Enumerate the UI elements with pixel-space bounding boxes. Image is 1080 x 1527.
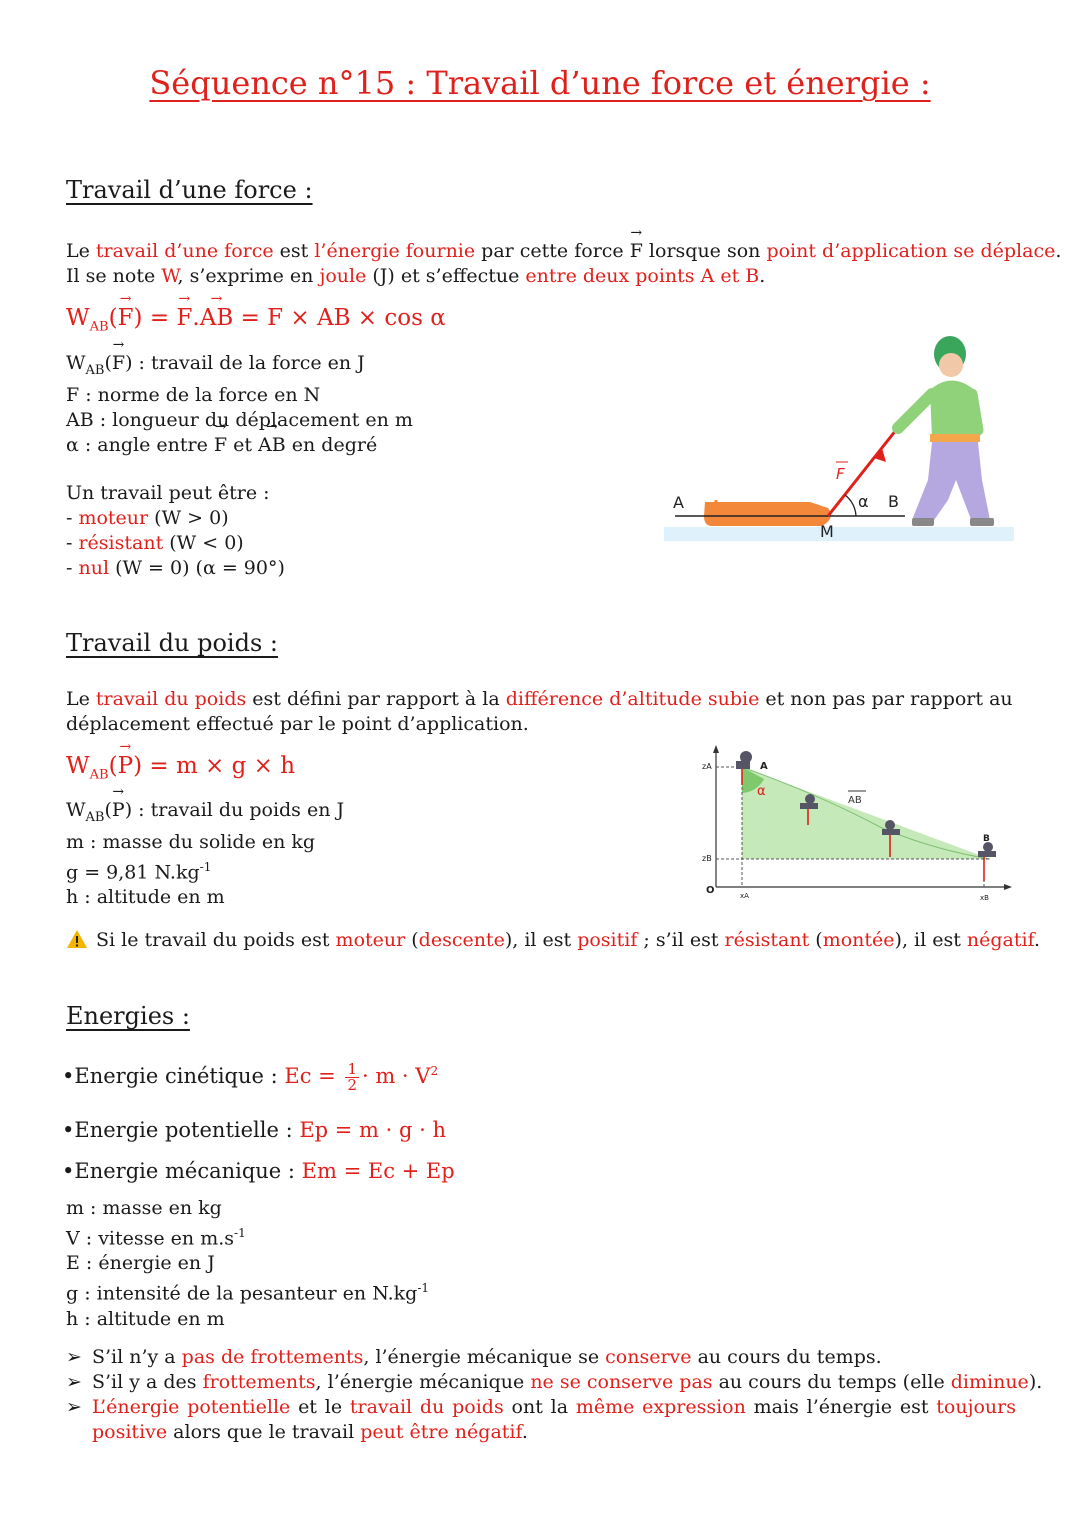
energy-conclusions (66, 1345, 1043, 1445)
label-alpha2: α (757, 784, 766, 799)
sled (704, 502, 831, 526)
label-A: A (673, 493, 684, 512)
work-legend: $W_{AB}(\to F)$ : travail de la force en J F : norme de la force en N AB : longueur du déplacement en m α : angle entre → F et → AB en degré (66, 351, 413, 458)
work-definition: Le travail d’une force est l’énergie fournie par cette force → F lorsque son point d’application se déplace. Il se note W, s’exprime en joule (J) et s’effectue entre deux points A et B. (66, 239, 1026, 289)
sled-figure (660, 330, 1020, 545)
work-types: Un travail peut être : - moteur (W > 0) - résistant (W < 0) - nul (W = 0) (α = 90°) (66, 482, 285, 579)
slope-figure (700, 745, 1020, 905)
page-title: Séquence n°15 : Travail d’une force et énergie : (149, 64, 931, 102)
label-AB: AB (848, 795, 862, 806)
conclusion-item: ➢ S’il y a des frottements, l’énergie mécanique ne se conserve pas au cours du temps (elle diminue). (66, 1370, 1016, 1395)
section-heading-weight: Travail du poids : (66, 629, 278, 657)
mechanical-energy: •Energie mécanique : Em = Ec + Ep (62, 1159, 455, 1183)
conclusion-item: ➢ S’il n’y a pas de frottements, l’énergie mécanique se conserve au cours du temps. (66, 1345, 1016, 1370)
work-formula: $W_{AB}(\to F)$ = → F.→ AB = F × AB × cos α (66, 305, 446, 335)
conclusion-item-cont: positive alors que le travail peut être négatif. (92, 1421, 528, 1443)
label-F: F (836, 465, 845, 483)
label-xB: xB (980, 894, 989, 902)
angle-arc (845, 495, 856, 516)
potential-energy: •Energie potentielle : Ep = m · g · h (62, 1118, 446, 1142)
conclusion-item: ➢ L’énergie potentielle et le travail du poids ont la même expression mais l’énergie est toujours (66, 1395, 1016, 1420)
weight-legend: $W_{AB}(\to P)$ : travail du poids en J m : masse du solide en kg g = 9,81 $N.kg^{-1}$ h : altitude en m (66, 798, 344, 910)
label-M: M (820, 522, 834, 541)
snow-ground (664, 527, 1014, 541)
weight-formula: $W_{AB}(\to P) = m \times g \times h$ (66, 753, 295, 783)
label-xA: xA (740, 892, 749, 900)
child-figure (898, 336, 994, 526)
weight-definition: Le travail du poids est défini par rapport à la différence d’altitude subie et non pas par rapport au déplacement effectué par le point d’application. (66, 688, 1013, 735)
section-heading-work: Travail d’une force : (66, 176, 313, 204)
label-B: B (888, 492, 899, 511)
label-zB: zB (702, 854, 712, 863)
label-zA: zA (702, 762, 712, 771)
label-B2: B (983, 834, 990, 844)
section-heading-energies: Energies : (66, 1002, 190, 1030)
energy-legend: m : masse en kg V : vitesse en $m.s^{-1}$ E : énergie en J g : intensité de la pesanteur en $N.kg^{-1}$ h : altitude en m (66, 1197, 430, 1330)
weight-warning: Si le travail du poids est moteur (descente), il est positif ; s’il est résistant (montée), il est négatif. (66, 928, 1040, 953)
label-O: O (706, 885, 715, 896)
label-alpha: α (858, 492, 869, 511)
warning-icon (66, 929, 88, 949)
label-A2: A (760, 761, 768, 772)
kinetic-energy: •Energie cinétique : Ec = $\frac{1}{2}$ · $m \cdot V^2$ (62, 1060, 439, 1094)
